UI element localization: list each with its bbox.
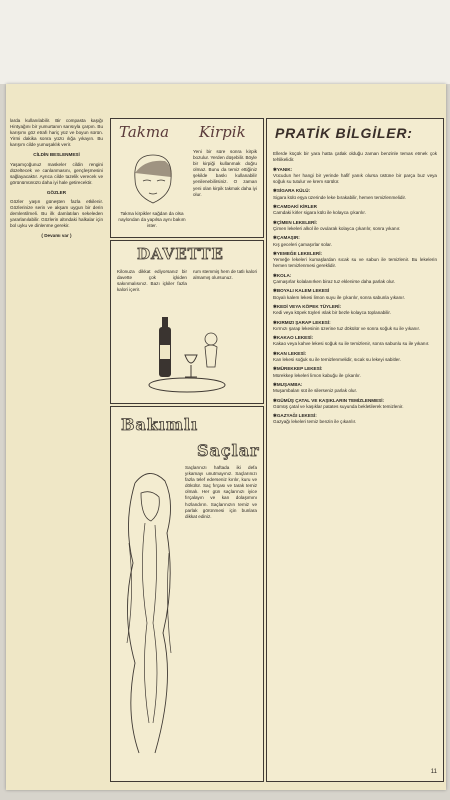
pratik-item-text: Kedi veya köpek tüyleri ıslak bir bezle kolayca toplanabilir. bbox=[273, 310, 391, 316]
davette-title: DAVETTE bbox=[137, 245, 224, 263]
davette-body-left: Kilonuza dikkat ediyorsanız bir davette çok içkiden sakınmalısınız. Bazı içkiler fazla kalori içerir. bbox=[117, 269, 187, 293]
pratik-item bbox=[273, 288, 437, 301]
takma-title: Takma bbox=[119, 123, 170, 141]
pratik-item-text: Çamaşırlar kolalanırken biraz tuz eklenirse daha parlak olur. bbox=[273, 279, 396, 285]
kirpik-title: Kirpik bbox=[199, 123, 246, 141]
pratik-item bbox=[273, 335, 437, 348]
pratik-item-text: Muşambaları süt ile silerseniz parlak olur. bbox=[273, 388, 357, 394]
continued-note: ( Devamı var ) bbox=[41, 232, 72, 238]
davette-box bbox=[110, 240, 264, 404]
pratik-body bbox=[273, 151, 437, 771]
pratik-item-heading: ✱ MÜREKKEP LEKESİ: bbox=[273, 366, 437, 372]
pratik-item bbox=[273, 251, 437, 270]
pratik-item-text: Kakao veya kahve lekesi soğuk su ile temizlenir, sonra sabunlu su ile yıkanır. bbox=[273, 341, 430, 347]
pratik-item-heading: ✱ KEDİ VEYA KÖPEK TÜYLERİ: bbox=[273, 304, 437, 310]
woman-hair-illustration bbox=[115, 463, 183, 763]
bakimli-title: Bakımlı bbox=[121, 415, 199, 434]
eyes-subheading: GÖZLER bbox=[46, 189, 67, 195]
pratik-item-heading: ✱ KOLA: bbox=[273, 273, 437, 279]
pratik-item-heading: ✱ CAMDAKİ KİRLER bbox=[273, 204, 437, 210]
pratik-intro: Ellerde küçük bir yara hatta çatlak olduğu zaman benzinle temas etmek çok tehlikelidir. bbox=[273, 151, 437, 163]
takma-caption: Takma kirpikler sağdan da olsa naylondan da yapılsa aynı bakım ister. bbox=[118, 211, 186, 229]
pratik-item bbox=[273, 382, 437, 395]
pratik-item-text: Yemeğe lekeleri kumaşlardan sıcak su ve sabun ile temizlenir. Bu lekelerin hemen temizlenmesi gereklidir. bbox=[273, 257, 437, 269]
pratik-item bbox=[273, 204, 437, 217]
bakimli-saclar-box bbox=[110, 406, 264, 782]
pratik-item-heading: ✱ GÜMÜŞ ÇATAL VE KAŞIKLARIN TEMİZLENMESİ: bbox=[273, 398, 437, 404]
left-paragraph: larda kullanılabilir. Bir compasta kaşığı Hintyağını bir yumurtanın sarısıyla çarpın. Bu karışımı göz etrafı hariç yüz ve boyun sürün. Yirmi dakika sonra yüzü ılığa yıkayın. Bu karışım cilde yumuşaklık verir. bbox=[10, 118, 103, 148]
pratik-item-text: Boyalı kalem lekesi limon suyu ile çıkarılır, sonra sabunla yıkanır. bbox=[273, 294, 406, 300]
pratik-item-heading: ✱ KAKAO LEKESİ: bbox=[273, 335, 437, 341]
pratik-item-text: Kış geceleri çamaşırlar solar. bbox=[273, 241, 332, 247]
pratik-item-heading: ✱ KAN LEKESİ: bbox=[273, 351, 437, 357]
pratik-item-text: Vücudun her hangi bir yerinde hafif yanık olursa üstüne bir parça buz veya soğuk su tutulur ve krem sürülür. bbox=[273, 172, 437, 185]
pratik-item-text: Kırmızı şarap lekesinin üzerine tuz dökülür ve sonra soğuk su ile yıkanır. bbox=[273, 325, 421, 331]
left-paragraph: Yaşamçoğunuz maskeler cildin rengini düzeltecek ve canlanmasını, gençleşmesini sağlayacaktır. Ayrıca cilde tazelik verecek ve görünümünüzü daha iyi hale getirecektir. bbox=[10, 161, 103, 185]
pratik-item bbox=[273, 398, 437, 411]
takma-kirpik-box bbox=[110, 118, 264, 238]
pratik-item-text: Gazyağı lekeleri temiz benzin ile çıkarılır. bbox=[273, 419, 357, 425]
pratik-item bbox=[273, 351, 437, 364]
pratik-item bbox=[273, 273, 437, 286]
pratik-item-text: Çimen lekeleri alkol ile ovularak kolayca çıkarılır, sonra yıkanır. bbox=[273, 225, 401, 231]
pratik-item-heading: ✱ ÇAMAŞIR: bbox=[273, 235, 437, 241]
pratik-item-heading: ✱ GAZYAĞI LEKESİ: bbox=[273, 413, 437, 419]
face-illustration bbox=[125, 149, 181, 209]
pratik-item-text: Mürekkep lekeleri limon kabuğu ile çıkarılır. bbox=[273, 372, 361, 378]
pratik-item-heading: ✱ YANIK: bbox=[273, 167, 437, 173]
pratik-item bbox=[273, 413, 437, 426]
pratik-item-heading: ✱ KIRMIZI ŞARAP LEKESİ: bbox=[273, 320, 437, 326]
pratik-item-text: Sigara külü eşya üzerinde leke bırakabilir, hemen temizlenmelidir. bbox=[273, 194, 407, 200]
pratik-item-heading: ✱ YEMEĞE LEKELERİ: bbox=[273, 251, 437, 257]
pratik-items bbox=[273, 167, 437, 426]
saclar-title: Saçlar bbox=[197, 441, 260, 460]
pratik-item-heading: ✱ ÇİMEN LEKELERİ: bbox=[273, 220, 437, 226]
skin-subheading: CİLDİN BESLENMESİ bbox=[33, 152, 80, 158]
wine-bottle-illustration bbox=[141, 315, 231, 395]
pratik-item bbox=[273, 320, 437, 333]
takma-body: Yeni bir süre sonra kirpik bozulur. Yerden düşebilir. Böyle bir kirpiği kullanmak doğru olmaz. Bunu da temiz ettiğiniz şekilde baskı kullanabilir yenilenebilirsiniz. O zaman yeni olan kirpik takmak daha iyi olur. bbox=[193, 149, 257, 197]
pratik-item bbox=[273, 366, 437, 379]
pratik-item-heading: ✱ BOYALI KALEM LEKESİ bbox=[273, 288, 437, 294]
pratik-item bbox=[273, 304, 437, 317]
page-number: 11 bbox=[430, 769, 437, 775]
pratik-item-heading: ✱ MUŞAMBA: bbox=[273, 382, 437, 388]
pratik-item bbox=[273, 220, 437, 233]
left-column bbox=[10, 118, 103, 778]
pratik-item bbox=[273, 167, 437, 186]
davette-body-right: rum stemmiş hem de tatlı kalori almamış olursunuz. bbox=[193, 269, 257, 281]
eyes-paragraph: Gözler yaşın güneşten fazla etkilenir. Gözlerinize serin ve akşam uygun bir derin demlentilmeli. Bu ilk damlatılan sekeleden yararlanılabilir. Gözlerin altındaki halkalar için bol uyku ve dinlenme gerekir. bbox=[10, 199, 103, 229]
background-top bbox=[0, 0, 450, 84]
pratik-bilgiler-box bbox=[266, 118, 444, 782]
bakimli-body: Saçlarınızı haftada iki defa yıkamayı unutmayınız. Saçlarınızı fazla telef ederseniz kırılır, kuru ve dökülür. Saç fırçası ve tarak temiz olmalı. Her gün saçlarınızı iyice fırçalayın ve kan dolaşımını hızlandırın. Saçlarınızın temiz ve parlak görünmesi için bunlara dikkat ediniz. bbox=[185, 465, 257, 519]
pratik-item-text: Kan lekesi soğuk su ile temizlenmelidir, sıcak su lekeyi sabitler. bbox=[273, 357, 401, 363]
pratik-title: PRATİK BİLGİLER: bbox=[275, 125, 413, 141]
pratik-item bbox=[273, 235, 437, 248]
pratik-item bbox=[273, 188, 437, 201]
pratik-item-text: Camdaki kirler sigara külü ile kolayca çıkarılır. bbox=[273, 210, 366, 216]
pratik-item-heading: ✱ SİGARA KÜLÜ: bbox=[273, 188, 437, 194]
pratik-item-text: Gümüş çatal ve kaşıklar patates suyunda bekletilerek temizlenir. bbox=[273, 403, 404, 409]
